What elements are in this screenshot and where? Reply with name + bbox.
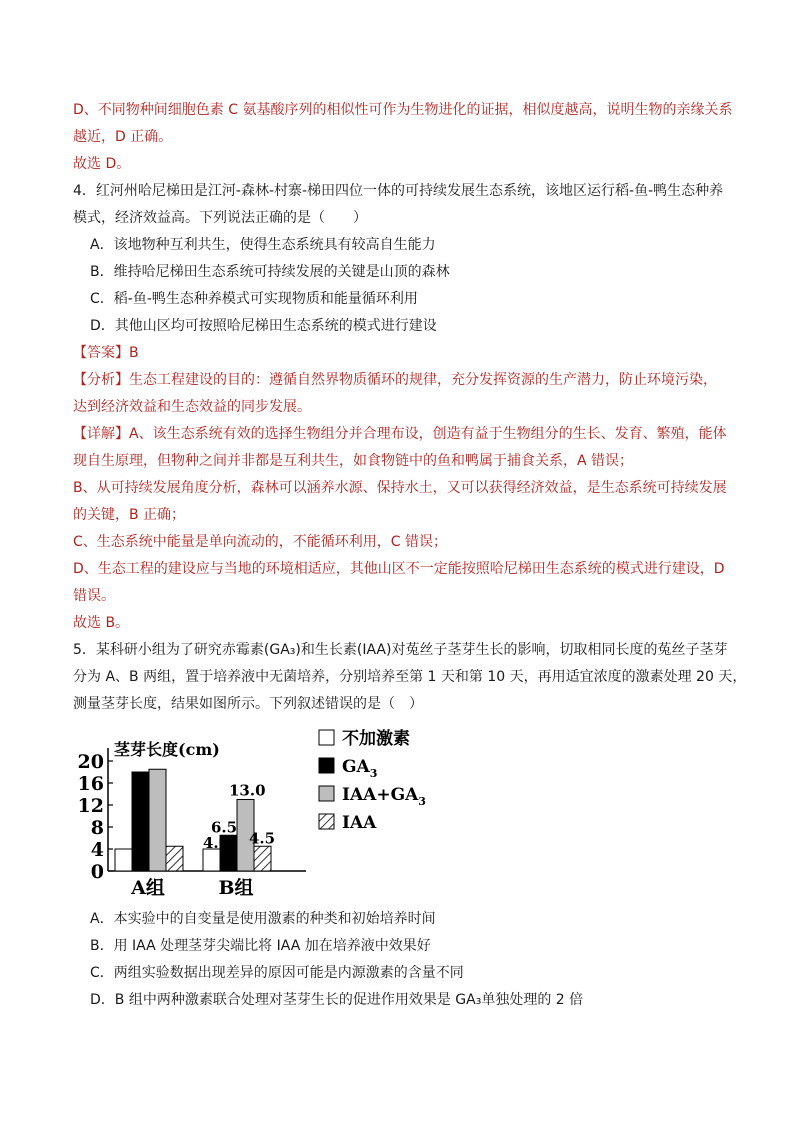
x-category-label: A组 (131, 877, 165, 899)
legend-label: IAA (342, 813, 377, 833)
q4-option-a: A．该地物种互利共生，使得生态系统具有较高自生能力 (90, 237, 436, 253)
q4-detail-b-line1: B、从可持续发展角度分析，森林可以涵养水源、保持水土，又可以获得经济效益，是生态系统可持续发展 (73, 480, 727, 496)
bar-b-3 (254, 846, 271, 871)
q4-option-b: B．维持哈尼梯田生态系统可持续发展的关键是山顶的森林 (90, 264, 450, 280)
y-tick-label: 8 (90, 817, 104, 839)
bar-a-3 (166, 846, 183, 871)
legend-swatch (319, 758, 334, 773)
q5-option-a: A．本实验中的自变量是使用激素的种类和初始培养时间 (90, 911, 436, 927)
detail-a-text: A、该生态系统有效的选择生物组分并合理布设，创造有益于生物组分的生长、发育、繁殖，能体 (129, 426, 727, 442)
bar-a-2 (149, 769, 166, 871)
bar-a-0 (115, 849, 132, 871)
chart-y-axis-label: 茎芽长度(cm) (114, 740, 220, 759)
q4-detail-b-line2: 的关键，B 正确； (73, 507, 186, 523)
bar-b-value-label: 13.0 (229, 781, 266, 800)
y-tick-label: 20 (77, 751, 104, 773)
q5-stem-line2: 分为 A、B 两组，置于培养液中无菌培养，分别培养至第 1 天和第 10 天，再用适宜浓度的激素处理 20 天， (73, 669, 747, 685)
q4-detail-d-line2: 错误。 (73, 588, 115, 604)
q4-stem-line2: 模式，经济效益高。下列说法正确的是（ ） (73, 210, 367, 226)
y-tick-label: 4 (90, 839, 104, 861)
q5-option-b: B．用 IAA 处理茎芽尖端比将 IAA 加在培养液中效果好 (90, 938, 431, 954)
q4-analysis-line1 (73, 370, 717, 390)
analysis-tag: 【分析】 (73, 372, 129, 388)
q5-stem-line1: 5．某科研小组为了研究赤霉素(GA₃)和生长素(IAA)对菟丝子茎芽生长的影响，切取相同长度的菟丝子茎芽 (73, 642, 728, 658)
bar-b-value-label: 6.5 (211, 818, 238, 837)
y-tick-label: 16 (77, 773, 104, 795)
x-category-label: B组 (218, 877, 254, 899)
q4-final-answer: 故选 B。 (73, 615, 130, 631)
q4-detail-a-line1 (73, 424, 727, 444)
bar-b-value-label: 4.0 (203, 834, 230, 852)
legend-subscript: 3 (418, 795, 426, 808)
q4-option-d: D．其他山区均可按照哈尼梯田生态系统的模式进行建设 (90, 318, 437, 334)
q4-analysis-line2: 达到经济效益和生态效益的同步发展。 (73, 399, 311, 415)
q4-stem-line1: 4．红河州哈尼梯田是江河-森林-村寨-梯田四位一体的可持续发展生态系统，该地区运行稻-鱼-鸭生态种养 (73, 183, 724, 199)
prev-detail-d-line2: 越近，D 正确。 (73, 129, 173, 145)
q4-option-c: C．稻-鱼-鸭生态种养模式可实现物质和能量循环利用 (90, 291, 418, 307)
legend-swatch (319, 786, 334, 801)
legend-label: 不加激素 (342, 729, 410, 749)
stem-length-bar-chart (70, 722, 450, 902)
y-tick-label: 12 (77, 795, 104, 817)
answer-tag: 【答案】 (73, 345, 129, 361)
y-tick-label: 0 (90, 861, 104, 883)
answer-value: B (129, 345, 139, 361)
q5-option-d: D．B 组中两种激素联合处理对茎芽生长的促进作用效果是 GA₃单独处理的 2 倍 (90, 992, 584, 1008)
legend-subscript: 3 (369, 767, 378, 780)
bar-b-value-label: 4.5 (249, 829, 276, 848)
q4-answer (73, 343, 139, 363)
q4-detail-c: C、生态系统中能量是单向流动的，不能循环利用，C 错误； (73, 534, 447, 550)
legend-swatch (319, 814, 334, 829)
legend-label: $GA_3$ (342, 757, 378, 780)
q4-detail-a-line2: 现自生原理，但物种之间并非都是互利共生，如食物链中的鱼和鸭属于捕食关系，A 错误； (73, 453, 634, 469)
prev-detail-d-line1: D、不同物种间细胞色素 C 氨基酸序列的相似性可作为生物进化的证据，相似度越高，说明生物的亲缘关系 (73, 102, 733, 118)
legend-label: $IAA+GA_3$ (342, 785, 426, 808)
q5-stem-line3: 测量茎芽长度，结果如图所示。下列叙述错误的是（ ） (73, 696, 423, 712)
q5-option-c: C．两组实验数据出现差异的原因可能是内源激素的含量不同 (90, 965, 464, 981)
q4-detail-d-line1: D、生态工程的建设应与当地的环境相适应，其他山区不一定能按照哈尼梯田生态系统的模式进行建设，D (73, 561, 725, 577)
legend-swatch (319, 730, 334, 745)
detail-tag: 【详解】 (73, 426, 129, 442)
prev-answer: 故选 D。 (73, 156, 131, 172)
analysis-text: 生态工程建设的目的：遵循自然界物质循环的规律，充分发挥资源的生产潜力，防止环境污染， (129, 372, 717, 388)
bar-b-0 (203, 849, 220, 871)
bar-a-1 (132, 772, 149, 871)
